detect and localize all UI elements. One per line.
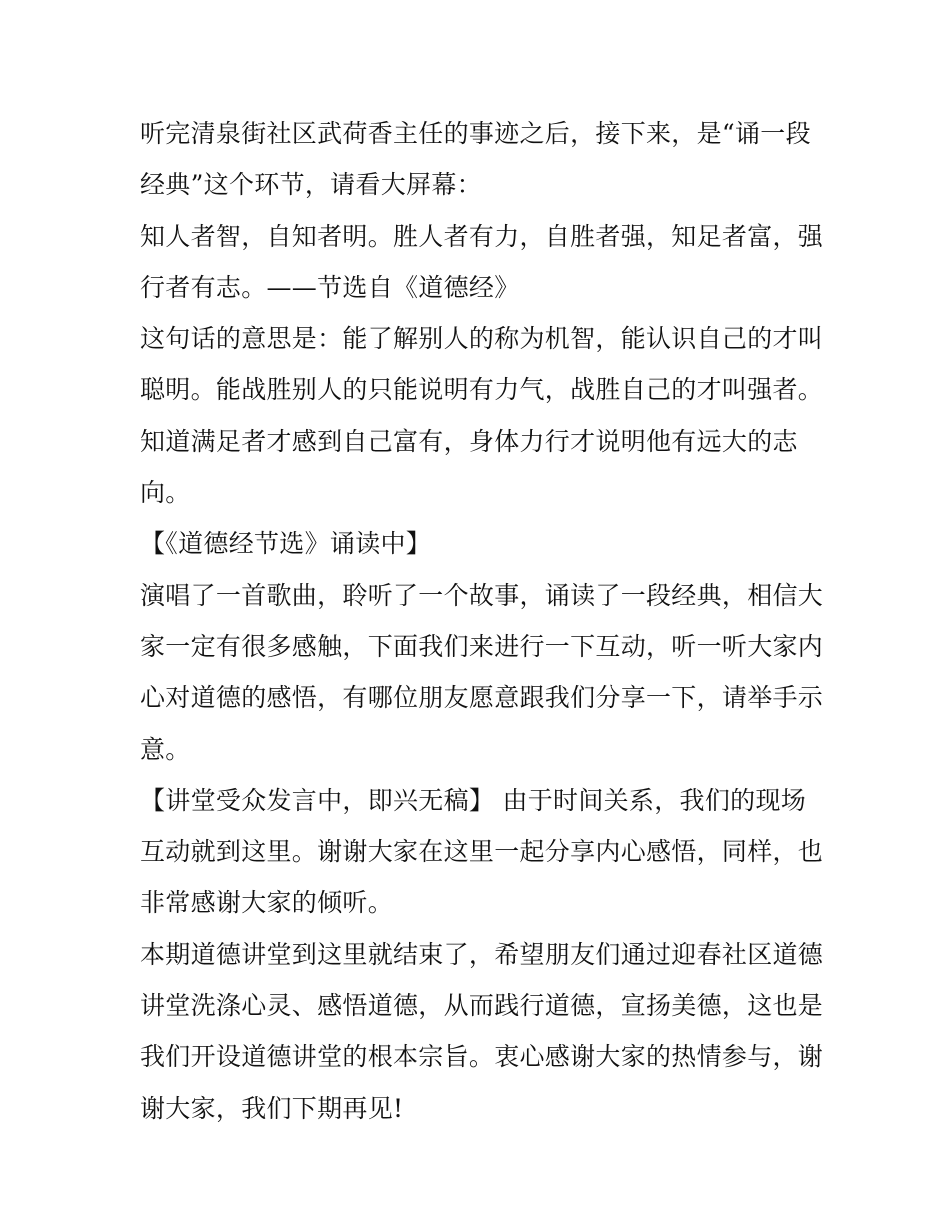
text-line: 非常感谢大家的倾听。 — [140, 888, 394, 918]
text-line: 互动就到这里。谢谢大家在这里一起分享内心感悟，同样，也 — [140, 837, 824, 867]
text-line: 向。 — [140, 478, 191, 508]
text-line: 我们开设道德讲堂的根本宗旨。衷心感谢大家的热情参与，谢 — [140, 1042, 824, 1072]
text-line: 这句话的意思是：能了解别人的称为机智，能认识自己的才叫 — [140, 324, 824, 354]
text-line: 谢大家，我们下期再见! — [140, 1093, 404, 1123]
text-line: 家一定有很多感触，下面我们来进行一下互动，听一听大家内 — [140, 631, 824, 661]
text-line: 演唱了一首歌曲，聆听了一个故事，诵读了一段经典，相信大 — [140, 580, 824, 610]
document-body — [140, 108, 824, 1134]
text-line: 讲堂洗涤心灵、感悟道德，从而践行道德，宣扬美德，这也是 — [140, 991, 824, 1021]
text-line: 【讲堂受众发言中，即兴无稿】 由于时间关系，我们的现场 — [140, 785, 807, 815]
text-line: 意。 — [140, 734, 191, 764]
text-line: 知人者智，自知者明。胜人者有力，自胜者强，知足者富，强 — [140, 221, 824, 251]
text-line: 行者有志。——节选自《道德经》 — [140, 272, 520, 302]
text-line: 聪明。能战胜别人的只能说明有力气，战胜自己的才叫强者。 — [140, 375, 824, 405]
text-line: 心对道德的感悟，有哪位朋友愿意跟我们分享一下，请举手示 — [140, 683, 824, 713]
text-line: 本期道德讲堂到这里就结束了，希望朋友们通过迎春社区道德 — [140, 939, 824, 969]
text-line: 【《道德经节选》诵读中】 — [140, 529, 432, 559]
text-line: 知道满足者才感到自己富有，身体力行才说明他有远大的志 — [140, 426, 798, 456]
text-line: 经典”这个环节，请看大屏幕： — [140, 170, 482, 200]
text-line: 听完清泉街社区武荷香主任的事迹之后，接下来，是“诵一段 — [140, 119, 811, 148]
